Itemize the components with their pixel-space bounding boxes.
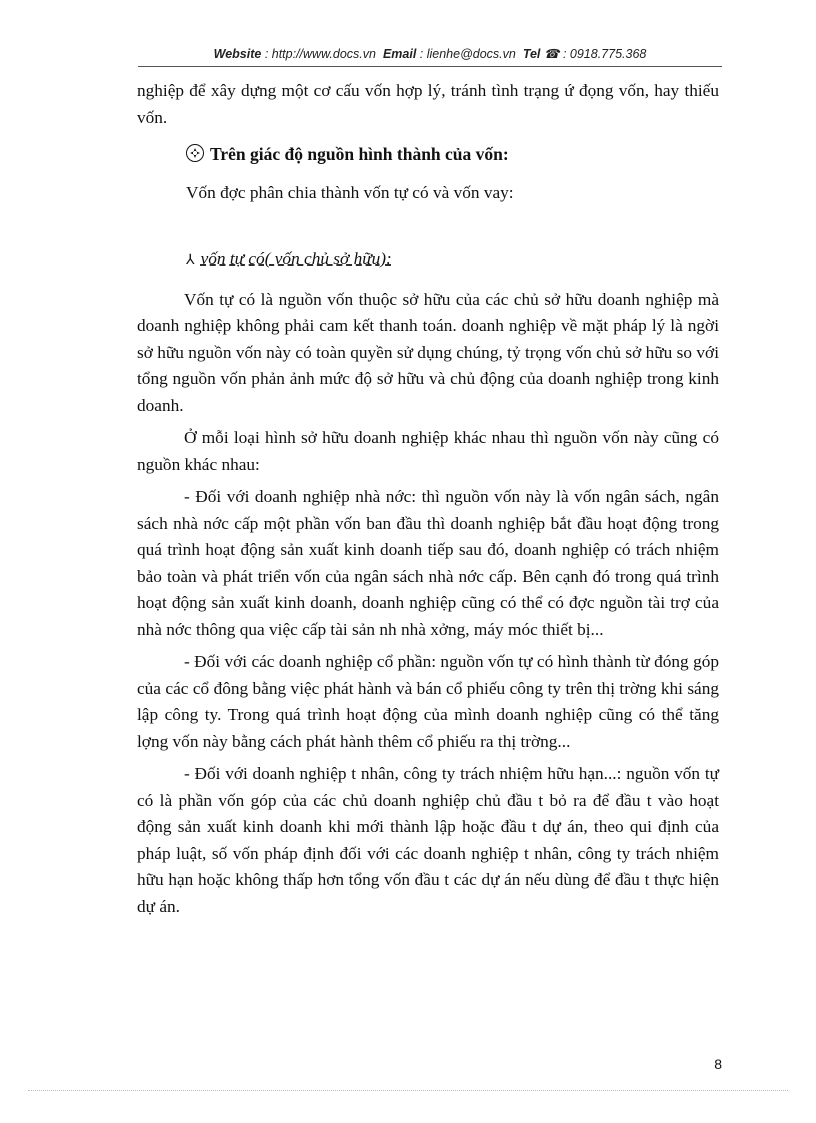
paragraph-private-enterprise: - Đối với doanh nghiệp t nhân, công ty trách nhiệm hữu hạn...: nguồn vốn tự có là phần vốn góp của các chủ doanh nghiệp chủ đầu t bỏ ra để đầu t vào hoạt động sản xuất kinh doanh khi mới thành lập hoặc đầu t dự án, theo qui định của pháp luật, số vốn pháp định đối với các doanh nghiệp t nhân, công ty trách nhiệm hữu hạn hoặc không thấp hơn tổng vốn đầu t các dự án nếu dùng để đầu t thực hiện dự án. [137,764,719,916]
page-content [137,78,719,926]
intro-paragraph: Vốn đợc phân chia thành vốn tự có và vốn vay: [186,182,514,202]
paragraph-state-enterprise: - Đối với doanh nghiệp nhà nớc: thì nguồn vốn này là vốn ngân sách, ngân sách nhà nớc cấp một phần vốn ban đầu thì doanh nghiệp bắt đầu hoạt động trong quá trình hoạt động sản xuất kinh doanh tiếp sau đó, doanh nghiệp có trách nhiệm bảo toàn và phát triển vốn của ngân sách nhà nớc cấp. Bên cạnh đó trong quá trình hoạt động sản xuất kinh doanh, doanh nghiệp cũng có thể có đợc nguồn tài trợ của nhà nớc thông qua việc cấp tài sản nh nhà xởng, máy móc thiết bị... [137,487,719,639]
paragraph-ownership-types: Ở mỗi loại hình sở hữu doanh nghiệp khác nhau thì nguồn vốn này cũng có nguồn khác nhau: [137,428,719,474]
section-heading [186,141,719,168]
subsection-heading [186,246,719,275]
email-address[interactable]: : lienhe@docs.vn [419,47,516,61]
paragraph-continuation: nghiệp để xây dựng một cơ cấu vốn hợp lý, tránh tình trạng ứ đọng vốn, hay thiếu vốn. [137,81,719,127]
subsection-heading-text: vốn tự có( vốn chủ sở hữu): [200,249,392,268]
email-label: Email [382,47,417,61]
tel-label: Tel [522,47,541,61]
page-number: 8 [714,1056,722,1072]
page-header [140,46,720,61]
section-heading-text: Trên giác độ nguồn hình thành của vốn: [210,144,509,164]
website-url[interactable]: : http://www.docs.vn [264,47,376,61]
pointer-icon: ⅄ [186,253,195,268]
page-bottom-border [28,1090,788,1091]
paragraph-joint-stock: - Đối với các doanh nghiệp cổ phần: nguồn vốn tự có hình thành từ đóng góp của các cổ đông bằng việc phát hành và bán cổ phiếu công ty trên thị trờng khi sáng lập công ty. Trong quá trình hoạt động của mình doanh nghiệp cũng có thể tăng lợng vốn này bằng cách phát hành thêm cổ phiếu ra thị trờng... [137,652,719,751]
paragraph-definition: Vốn tự có là nguồn vốn thuộc sở hữu của các chủ sở hữu doanh nghiệp mà doanh nghiệp không phải cam kết thanh toán. doanh nghiệp về mặt pháp lý là ngời sở hữu nguồn vốn này có toàn quyền sử dụng chúng, tỷ trọng vốn chủ sở hữu so với tổng nguồn vốn phản ảnh mức độ sở hữu và chủ động của doanh nghiệp trong kinh doanh. [137,289,719,415]
star-circle-icon [186,144,204,162]
website-label: Website [213,47,262,61]
tel-number: ☎ : 0918.775.368 [543,47,647,61]
header-divider [138,66,722,67]
